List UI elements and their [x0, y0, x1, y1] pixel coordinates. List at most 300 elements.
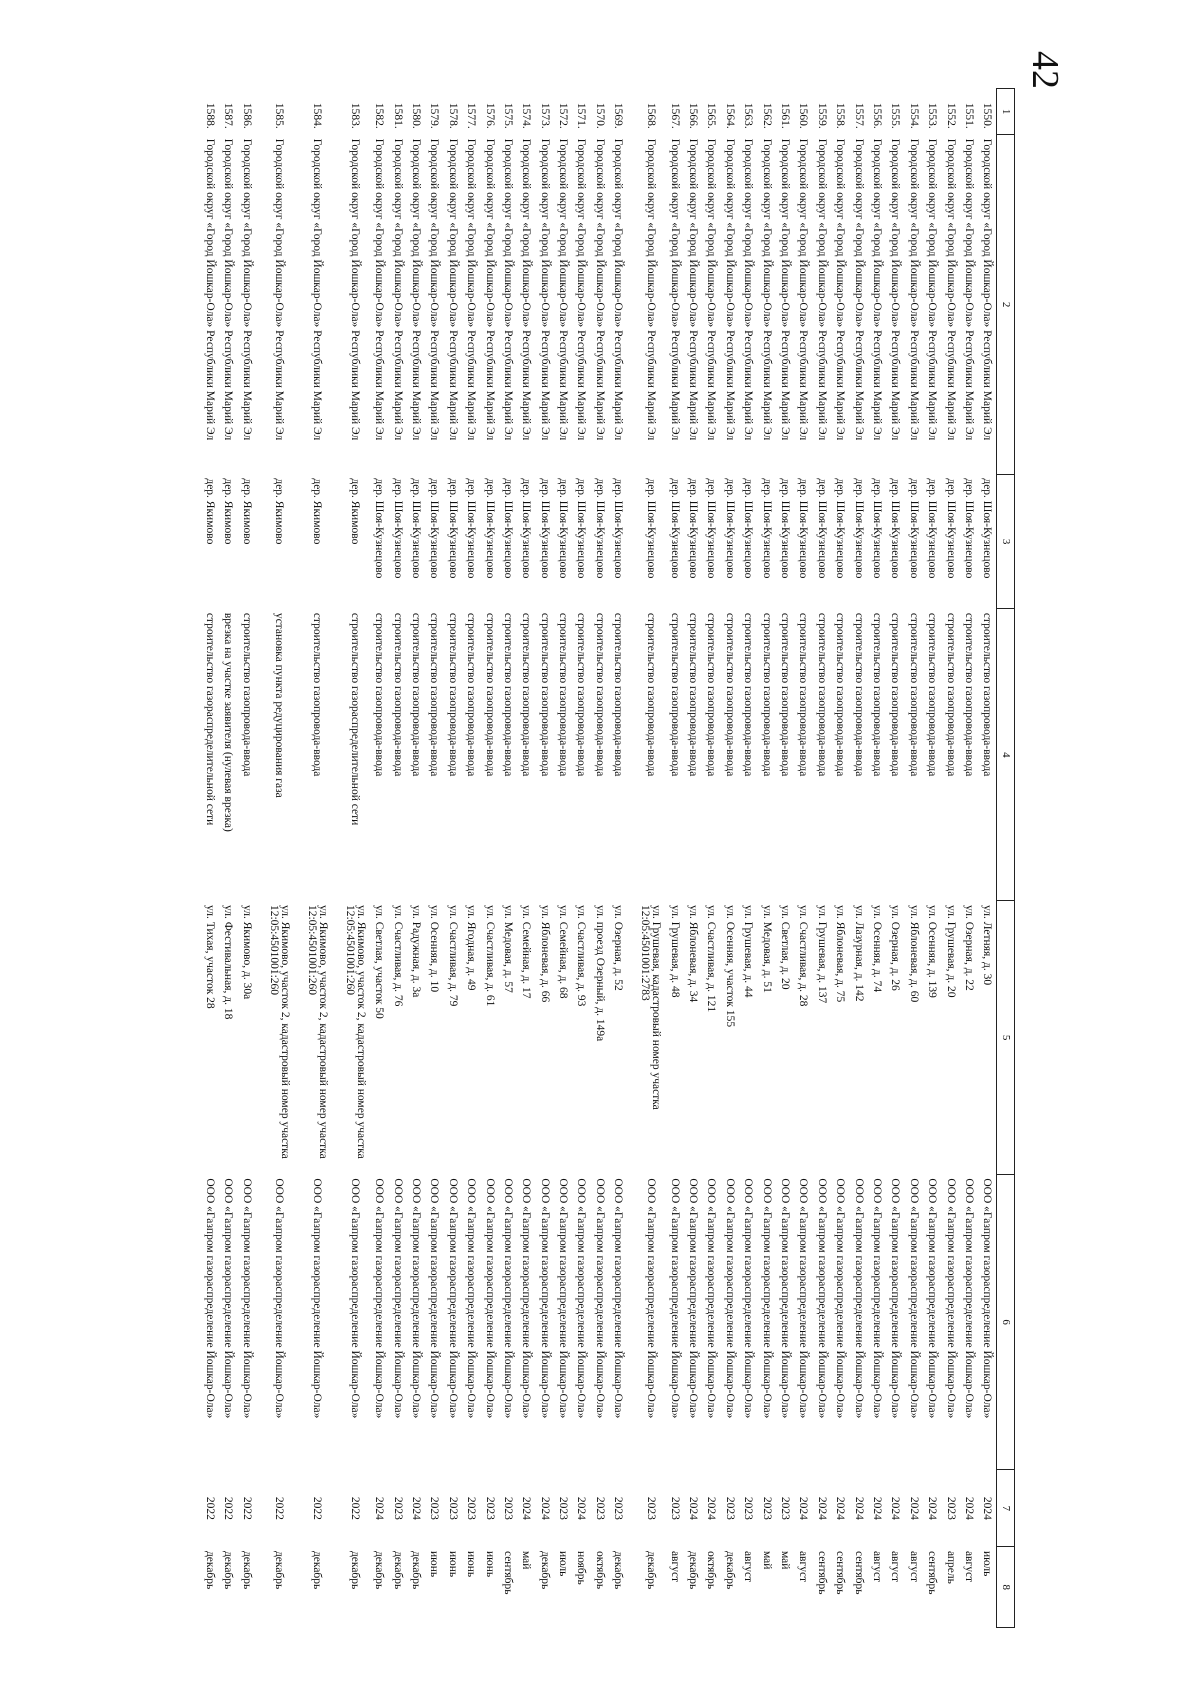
settlement-cell: дер. Шоя-Кузнецово	[760, 478, 773, 579]
year-cell: 2024	[834, 1496, 847, 1520]
month-cell: октябрь	[705, 1550, 718, 1590]
work-type-cell: строительство газопровода-ввода	[870, 612, 883, 777]
table-row	[219, 89, 237, 1628]
address-cell: ул. Счастливая, д. 61	[483, 904, 496, 1007]
row-number: 1561.	[779, 102, 792, 129]
year-cell: 2022	[240, 1496, 253, 1520]
table-row	[461, 89, 479, 1628]
table-row	[757, 89, 775, 1628]
year-cell: 2023	[644, 1496, 657, 1520]
company-cell: ООО «Газпром газораспределение Йошкар-Ола»	[644, 1178, 657, 1419]
settlement-cell: дер. Шоя-Кузнецово	[981, 478, 994, 579]
address-cell: ул. проезд Озерный, д. 149а	[593, 904, 606, 1042]
row-number: 1567.	[668, 102, 681, 129]
district-cell: Городской округ «Город Йошкар-Ола» Республики Марий Эл	[687, 138, 700, 441]
spacer-cell	[332, 1547, 341, 1628]
company-cell: ООО «Газпром газораспределение Йошкар-Ола»	[483, 1178, 496, 1419]
district-cell: Городской округ «Город Йошкар-Ола» Республики Марий Эл	[373, 138, 386, 441]
company-cell: ООО «Газпром газораспределение Йошкар-Ола»	[944, 1178, 957, 1419]
month-cell: август	[742, 1550, 755, 1583]
address-cell: ул. Осенняя, д. 10	[428, 904, 441, 993]
row-number: 1565.	[705, 102, 718, 129]
month-cell: август	[889, 1550, 902, 1583]
settlement-cell: дер. Шоя-Кузнецово	[889, 478, 902, 579]
month-cell: декабрь	[311, 1550, 324, 1590]
row-number: 1564.	[723, 102, 736, 129]
table-row	[739, 89, 757, 1628]
table-row	[830, 89, 848, 1628]
spacer-cell	[256, 1174, 265, 1469]
spacer-cell	[294, 1174, 303, 1469]
row-number: 1577.	[465, 102, 478, 129]
address-cell: ул. Якимово, участок 2, кадастровый номер участка 12:05:4501001:260	[344, 904, 367, 1159]
spacer-cell	[332, 1470, 341, 1547]
table-row	[959, 89, 977, 1628]
work-type-cell: строительство газопровода-ввода	[705, 612, 718, 777]
header-col-6: 6	[997, 1174, 1015, 1469]
month-cell: май	[779, 1550, 792, 1570]
work-type-cell: строительство газопровода-ввода	[907, 612, 920, 777]
district-cell: Городской округ «Город Йошкар-Ола» Республики Марий Эл	[446, 138, 459, 441]
company-cell: ООО «Газпром газораспределение Йошкар-Ола»	[409, 1178, 422, 1419]
district-cell: Городской округ «Город Йошкар-Ола» Республики Марий Эл	[349, 138, 362, 441]
row-number: 1551.	[962, 102, 975, 129]
spacer-cell	[627, 1174, 636, 1469]
year-cell: 2022	[349, 1496, 362, 1520]
work-type-cell: строительство газопровода-ввода	[926, 612, 939, 777]
settlement-cell: дер. Шоя-Кузнецово	[557, 478, 570, 579]
year-cell: 2024	[981, 1496, 994, 1520]
year-cell: 2022	[222, 1496, 235, 1520]
year-cell: 2024	[520, 1496, 533, 1520]
district-cell: Городской округ «Город Йошкар-Ола» Республики Марий Эл	[612, 138, 625, 441]
settlement-cell: дер. Шоя-Кузнецово	[815, 478, 828, 579]
work-type-cell: строительство газопровода-ввода	[575, 612, 588, 777]
settlement-cell: дер. Шоя-Кузнецово	[723, 478, 736, 579]
district-cell: Городской округ «Город Йошкар-Ола» Республики Марий Эл	[926, 138, 939, 441]
settlement-cell: дер. Шоя-Кузнецово	[483, 478, 496, 579]
month-cell: июль	[557, 1550, 570, 1577]
month-cell: декабрь	[687, 1550, 700, 1590]
table-row	[941, 89, 959, 1628]
work-type-cell: строительство газопровода-ввода	[742, 612, 755, 777]
year-cell: 2023	[612, 1496, 625, 1520]
work-type-cell: строительство газораспределительной сети	[349, 612, 362, 826]
work-type-cell: строительство газопровода-ввода	[538, 612, 551, 777]
settlement-cell: дер. Шоя-Кузнецово	[428, 478, 441, 579]
row-number: 1583.	[349, 102, 362, 129]
company-cell: ООО «Газпром газораспределение Йошкар-Ола»	[222, 1178, 235, 1419]
row-number: 1562.	[760, 102, 773, 129]
table-row	[886, 89, 904, 1628]
settlement-cell: дер. Шоя-Кузнецово	[834, 478, 847, 579]
month-cell: июнь	[446, 1550, 459, 1578]
address-cell: ул. Грушевая, д. 137	[815, 904, 828, 1004]
company-cell: ООО «Газпром газораспределение Йошкар-Ола»	[668, 1178, 681, 1419]
address-cell: ул. Тихая, участок 28	[204, 904, 217, 1009]
district-cell: Городской округ «Город Йошкар-Ола» Республики Марий Эл	[815, 138, 828, 441]
settlement-cell: дер. Шоя-Кузнецово	[575, 478, 588, 579]
year-cell: 2022	[311, 1496, 324, 1520]
spacer-cell	[256, 474, 265, 608]
header-row	[997, 89, 1015, 1628]
company-cell: ООО «Газпром газораспределение Йошкар-Ола»	[204, 1178, 217, 1419]
year-cell: 2024	[870, 1496, 883, 1520]
month-cell: август	[907, 1550, 920, 1583]
row-number: 1574.	[520, 102, 533, 129]
work-type-cell: строительство газопровода-ввода	[465, 612, 478, 777]
year-cell: 2024	[889, 1496, 902, 1520]
work-type-cell: строительство газопровода-ввода	[373, 612, 386, 777]
spacer-cell	[627, 901, 636, 1174]
district-cell: Городской округ «Город Йошкар-Ола» Республики Марий Эл	[501, 138, 514, 441]
table-row	[590, 89, 608, 1628]
district-cell: Городской округ «Город Йошкар-Ола» Республики Марий Эл	[705, 138, 718, 441]
table-row	[406, 89, 424, 1628]
year-cell: 2023	[779, 1496, 792, 1520]
settlement-cell: дер. Якимово	[273, 478, 286, 545]
row-number: 1555.	[889, 102, 902, 129]
address-cell: ул. Яблоневая, д. 66	[538, 904, 551, 1003]
district-cell: Городской округ «Город Йошкар-Ола» Республики Марий Эл	[273, 138, 286, 441]
work-type-cell: строительство газопровода-ввода	[723, 612, 736, 777]
company-cell: ООО «Газпром газораспределение Йошкар-Ола»	[705, 1178, 718, 1419]
row-number: 1580.	[409, 102, 422, 129]
row-number: 1558.	[834, 102, 847, 129]
year-cell: 2024	[373, 1496, 386, 1520]
table-row	[303, 89, 332, 1628]
table-row	[200, 89, 218, 1628]
work-type-cell: строительство газопровода-ввода	[612, 612, 625, 777]
spacer-cell	[627, 609, 636, 901]
address-cell: ул. Якимово, участок 2, кадастровый номер участка 12:05:4501001:260	[306, 904, 329, 1159]
spacer-cell	[332, 609, 341, 901]
month-cell: декабрь	[644, 1550, 657, 1590]
address-cell: ул. Радужная, д. 3а	[409, 904, 422, 998]
district-cell: Городской округ «Город Йошкар-Ола» Республики Марий Эл	[889, 138, 902, 441]
spacer-cell	[332, 89, 341, 135]
table-row	[370, 89, 388, 1628]
month-cell: декабрь	[373, 1550, 386, 1590]
row-number: 1588.	[204, 102, 217, 129]
spacer-cell	[627, 474, 636, 608]
address-cell: ул. Лазурная, д. 142	[852, 904, 865, 1002]
month-cell: декабрь	[723, 1550, 736, 1590]
month-cell: июль	[981, 1550, 994, 1577]
district-cell: Городской округ «Город Йошкар-Ола» Республики Марий Эл	[538, 138, 551, 441]
company-cell: ООО «Газпром газораспределение Йошкар-Ола»	[926, 1178, 939, 1419]
year-cell: 2023	[391, 1496, 404, 1520]
district-cell: Городской округ «Город Йошкар-Ола» Республики Марий Эл	[962, 138, 975, 441]
company-cell: ООО «Газпром газораспределение Йошкар-Ола»	[962, 1178, 975, 1419]
settlement-cell: дер. Шоя-Кузнецово	[373, 478, 386, 579]
header-col-3: 3	[997, 474, 1015, 608]
year-cell: 2024	[926, 1496, 939, 1520]
month-cell: сентябрь	[815, 1550, 828, 1595]
work-type-cell: строительство газопровода-ввода	[981, 612, 994, 777]
spacer-cell	[256, 135, 265, 475]
table-row	[867, 89, 885, 1628]
district-cell: Городской округ «Город Йошкар-Ола» Республики Марий Эл	[834, 138, 847, 441]
work-type-cell: строительство газопровода-ввода	[889, 612, 902, 777]
spacer-cell	[627, 135, 636, 475]
company-cell: ООО «Газпром газораспределение Йошкар-Ола»	[612, 1178, 625, 1419]
address-cell: ул. Грушевая, д. 44	[742, 904, 755, 998]
month-cell: июнь	[465, 1550, 478, 1578]
year-cell: 2024	[575, 1496, 588, 1520]
settlement-cell: дер. Шоя-Кузнецово	[644, 478, 657, 579]
year-cell: 2024	[852, 1496, 865, 1520]
district-cell: Городской округ «Город Йошкар-Ола» Республики Марий Эл	[742, 138, 755, 441]
month-cell: апрель	[944, 1550, 957, 1584]
address-cell: ул. Грушевая, кадастровый номер участка 12:05:4501001:2783	[639, 904, 663, 1110]
company-cell: ООО «Газпром газораспределение Йошкар-Ола»	[575, 1178, 588, 1419]
row-number: 1582.	[373, 102, 386, 129]
settlement-cell: дер. Шоя-Кузнецово	[501, 478, 514, 579]
year-cell: 2024	[815, 1496, 828, 1520]
year-cell: 2023	[944, 1496, 957, 1520]
settlement-cell: дер. Шоя-Кузнецово	[668, 478, 681, 579]
settlement-cell: дер. Якимово	[204, 478, 217, 545]
month-cell: октябрь	[593, 1550, 606, 1590]
spacer-cell	[332, 901, 341, 1174]
row-number: 1579.	[428, 102, 441, 129]
settlement-cell: дер. Шоя-Кузнецово	[907, 478, 920, 579]
district-cell: Городской округ «Город Йошкар-Ола» Республики Марий Эл	[465, 138, 478, 441]
page-number: 42	[1024, 51, 1066, 89]
address-cell: ул. Озерная, д. 22	[962, 904, 975, 991]
row-number: 1560.	[797, 102, 810, 129]
table-row	[812, 89, 830, 1628]
district-cell: Городской округ «Город Йошкар-Ола» Республики Марий Эл	[483, 138, 496, 441]
settlement-cell: дер. Шоя-Кузнецово	[742, 478, 755, 579]
company-cell: ООО «Газпром газораспределение Йошкар-Ола»	[240, 1178, 253, 1419]
work-type-cell: строительство газопровода-ввода	[644, 612, 657, 777]
address-cell: ул. Медовая, д. 57	[501, 904, 514, 993]
table-row	[794, 89, 812, 1628]
company-cell: ООО «Газпром газораспределение Йошкар-Ола»	[373, 1178, 386, 1419]
table-row	[553, 89, 571, 1628]
month-cell: сентябрь	[852, 1550, 865, 1595]
work-type-cell: установка пункта редуцирования газа	[273, 612, 286, 798]
settlement-cell: дер. Шоя-Кузнецово	[705, 478, 718, 579]
settlement-cell: дер. Шоя-Кузнецово	[446, 478, 459, 579]
month-cell: декабрь	[391, 1550, 404, 1590]
row-number: 1570.	[593, 102, 606, 129]
table-row	[683, 89, 701, 1628]
company-cell: ООО «Газпром газораспределение Йошкар-Ола»	[797, 1178, 810, 1419]
row-number: 1575.	[501, 102, 514, 129]
row-spacer	[256, 89, 265, 1628]
year-cell: 2024	[409, 1496, 422, 1520]
address-cell: ул. Светлая, д. 20	[779, 904, 792, 990]
row-number: 1559.	[815, 102, 828, 129]
spacer-cell	[256, 609, 265, 901]
table-row	[388, 89, 406, 1628]
table-row	[443, 89, 461, 1628]
settlement-cell: дер. Шоя-Кузнецово	[870, 478, 883, 579]
row-spacer	[332, 89, 341, 1628]
district-cell: Городской округ «Город Йошкар-Ола» Республики Марий Эл	[723, 138, 736, 441]
header-col-4: 4	[997, 609, 1015, 901]
table-row	[609, 89, 627, 1628]
address-cell: ул. Семейная, д. 68	[557, 904, 570, 999]
table-wrapper	[205, 88, 1015, 1628]
row-number: 1550.	[981, 102, 994, 129]
company-cell: ООО «Газпром газораспределение Йошкар-Ола»	[538, 1178, 551, 1419]
table-row	[978, 89, 997, 1628]
district-cell: Городской округ «Город Йошкар-Ола» Республики Марий Эл	[644, 138, 657, 441]
settlement-cell: дер. Шоя-Кузнецово	[612, 478, 625, 579]
table-row	[237, 89, 255, 1628]
district-cell: Городской округ «Город Йошкар-Ола» Республики Марий Эл	[575, 138, 588, 441]
table-row	[535, 89, 553, 1628]
header-col-2: 2	[997, 135, 1015, 475]
settlement-cell: дер. Якимово	[222, 478, 235, 545]
company-cell: ООО «Газпром газораспределение Йошкар-Ола»	[815, 1178, 828, 1419]
spacer-cell	[332, 1174, 341, 1469]
month-cell: июнь	[483, 1550, 496, 1578]
spacer-cell	[256, 89, 265, 135]
district-cell: Городской округ «Город Йошкар-Ола» Республики Марий Эл	[668, 138, 681, 441]
row-spacer	[294, 89, 303, 1628]
header-col-5: 5	[997, 901, 1015, 1174]
company-cell: ООО «Газпром газораспределение Йошкар-Ола»	[501, 1178, 514, 1419]
work-type-cell: строительство газопровода-ввода	[815, 612, 828, 777]
row-number: 1553.	[926, 102, 939, 129]
year-cell: 2024	[705, 1496, 718, 1520]
settlement-cell: дер. Шоя-Кузнецово	[797, 478, 810, 579]
year-cell: 2023	[760, 1496, 773, 1520]
table-row	[665, 89, 683, 1628]
month-cell: декабрь	[273, 1550, 286, 1590]
table-row	[265, 89, 294, 1628]
year-cell: 2024	[962, 1496, 975, 1520]
table-row	[480, 89, 498, 1628]
settlement-cell: дер. Якимово	[349, 478, 362, 545]
year-cell: 2024	[538, 1496, 551, 1520]
district-cell: Городской округ «Город Йошкар-Ола» Республики Марий Эл	[557, 138, 570, 441]
work-type-cell: строительство газопровода-ввода	[483, 612, 496, 777]
spacer-cell	[627, 1470, 636, 1547]
spacer-cell	[256, 901, 265, 1174]
month-cell: декабрь	[349, 1550, 362, 1590]
table-row	[922, 89, 940, 1628]
company-cell: ООО «Газпром газораспределение Йошкар-Ола»	[428, 1178, 441, 1419]
row-number: 1578.	[446, 102, 459, 129]
table-row	[341, 89, 370, 1628]
address-cell: ул. Ягодная, д. 49	[465, 904, 478, 991]
company-cell: ООО «Газпром газораспределение Йошкар-Ола»	[723, 1178, 736, 1419]
work-type-cell: строительство газораспределительной сети	[204, 612, 217, 826]
row-number: 1584.	[311, 102, 324, 129]
spacer-cell	[294, 474, 303, 608]
work-type-cell: строительство газопровода-ввода	[240, 612, 253, 777]
district-cell: Городской округ «Город Йошкар-Ола» Республики Марий Эл	[311, 138, 324, 441]
year-cell: 2023	[465, 1496, 478, 1520]
address-cell: ул. Счастливая, д. 28	[797, 904, 810, 1007]
district-cell: Городской округ «Город Йошкар-Ола» Республики Марий Эл	[409, 138, 422, 441]
address-cell: ул. Грушевая, д. 48	[668, 904, 681, 998]
spacer-cell	[332, 474, 341, 608]
address-cell: ул. Фестивальная, д. 18	[222, 904, 235, 1020]
settlement-cell: дер. Шоя-Кузнецово	[520, 478, 533, 579]
table-row	[498, 89, 516, 1628]
table-row	[425, 89, 443, 1628]
company-cell: ООО «Газпром газораспределение Йошкар-Ола»	[907, 1178, 920, 1419]
settlement-cell: дер. Шоя-Кузнецово	[409, 478, 422, 579]
work-type-cell: строительство газопровода-ввода	[557, 612, 570, 777]
row-number: 1573.	[538, 102, 551, 129]
company-cell: ООО «Газпром газораспределение Йошкар-Ола»	[742, 1178, 755, 1419]
table-body	[200, 89, 996, 1628]
settlement-cell: дер. Шоя-Кузнецово	[926, 478, 939, 579]
work-type-cell: строительство газопровода-ввода	[520, 612, 533, 777]
settlement-cell: дер. Шоя-Кузнецово	[962, 478, 975, 579]
spacer-cell	[256, 1547, 265, 1628]
table-row	[849, 89, 867, 1628]
address-cell: ул. Яблоневая, д. 34	[687, 904, 700, 1003]
rotated-table-container	[205, 88, 1015, 1628]
company-cell: ООО «Газпром газораспределение Йошкар-Ола»	[760, 1178, 773, 1419]
settlement-cell: дер. Шоя-Кузнецово	[944, 478, 957, 579]
address-cell: ул. Счастливая, д. 79	[446, 904, 459, 1007]
district-cell: Городской округ «Город Йошкар-Ола» Республики Марий Эл	[760, 138, 773, 441]
month-cell: декабрь	[204, 1550, 217, 1590]
address-cell: ул. Осенняя, д. 74	[870, 904, 883, 993]
table-row	[636, 89, 665, 1628]
spacer-cell	[294, 1470, 303, 1547]
month-cell: сентябрь	[926, 1550, 939, 1595]
district-cell: Городской округ «Город Йошкар-Ола» Республики Марий Эл	[852, 138, 865, 441]
company-cell: ООО «Газпром газораспределение Йошкар-Ола»	[557, 1178, 570, 1419]
company-cell: ООО «Газпром газораспределение Йошкар-Ола»	[465, 1178, 478, 1419]
work-type-cell: строительство газопровода-ввода	[311, 612, 324, 777]
month-cell: август	[797, 1550, 810, 1583]
month-cell: декабрь	[538, 1550, 551, 1590]
settlement-cell: дер. Шоя-Кузнецово	[852, 478, 865, 579]
work-type-cell: строительство газопровода-ввода	[962, 612, 975, 777]
header-col-7: 7	[997, 1470, 1015, 1547]
year-cell: 2023	[668, 1496, 681, 1520]
month-cell: август	[870, 1550, 883, 1583]
address-cell: ул. Счастливая, д. 76	[391, 904, 404, 1007]
work-type-cell: строительство газопровода-ввода	[944, 612, 957, 777]
year-cell: 2023	[593, 1496, 606, 1520]
month-cell: май	[520, 1550, 533, 1570]
company-cell: ООО «Газпром газораспределение Йошкар-Ола»	[391, 1178, 404, 1419]
table-row	[517, 89, 535, 1628]
district-cell: Городской округ «Город Йошкар-Ола» Республики Марий Эл	[870, 138, 883, 441]
year-cell: 2023	[723, 1496, 736, 1520]
year-cell: 2023	[557, 1496, 570, 1520]
district-cell: Городской округ «Город Йошкар-Ола» Республики Марий Эл	[222, 138, 235, 441]
spacer-cell	[627, 89, 636, 135]
table-row	[775, 89, 793, 1628]
work-type-cell: строительство газопровода-ввода	[428, 612, 441, 777]
month-cell: июнь	[428, 1550, 441, 1578]
company-cell: ООО «Газпром газораспределение Йошкар-Ола»	[520, 1178, 533, 1419]
address-cell: ул. Счастливая, д. 93	[575, 904, 588, 1007]
district-cell: Городской округ «Город Йошкар-Ола» Республики Марий Эл	[981, 138, 994, 441]
year-cell: 2023	[501, 1496, 514, 1520]
address-cell: ул. Озерная, д. 26	[889, 904, 902, 991]
spacer-cell	[332, 135, 341, 475]
year-cell: 2023	[483, 1496, 496, 1520]
settlement-cell: дер. Якимово	[240, 478, 253, 545]
settlement-cell: дер. Шоя-Кузнецово	[538, 478, 551, 579]
header-col-8: 8	[997, 1547, 1015, 1628]
